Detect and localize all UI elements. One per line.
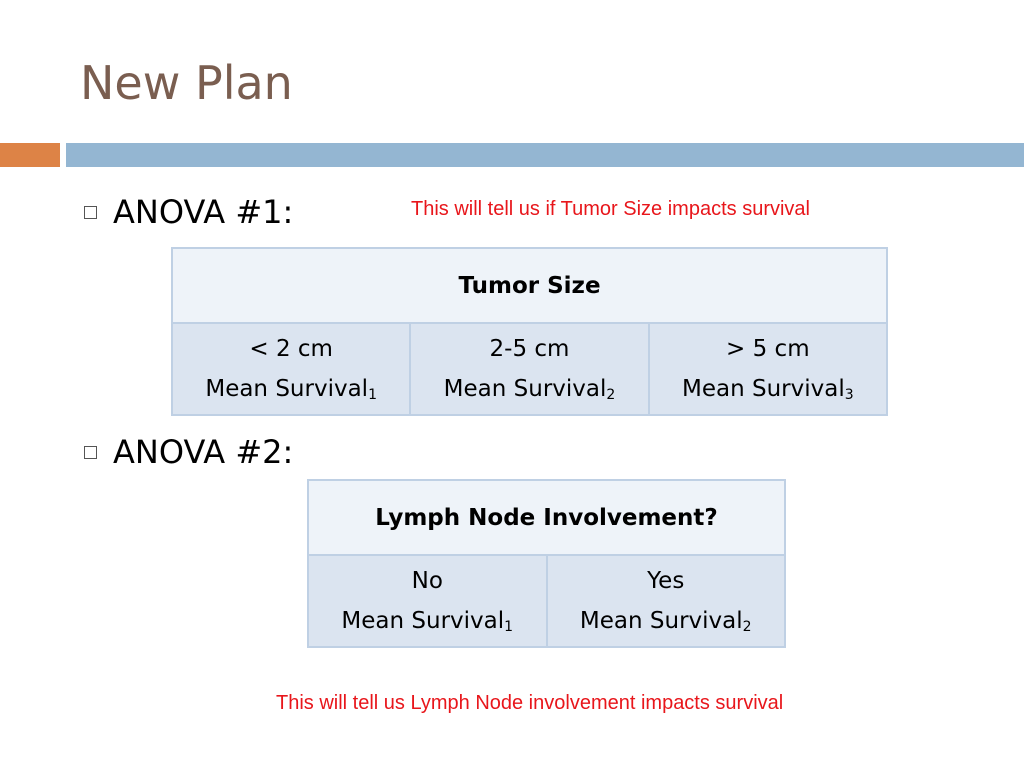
bullet-anova-2 xyxy=(84,433,293,471)
note-tumor-size: This will tell us if Tumor Size impacts survival xyxy=(411,198,810,220)
table-header: Tumor Size xyxy=(172,248,887,323)
bullet-text: ANOVA #2: xyxy=(113,433,294,471)
table-header: Lymph Node Involvement? xyxy=(308,480,785,555)
bullet-square-icon xyxy=(84,446,97,459)
tumor-size-table xyxy=(171,247,888,416)
accent-bar-orange xyxy=(0,143,60,167)
table-cell: Yes Mean Survival$_2$ xyxy=(547,555,786,647)
bullet-text: ANOVA #1: xyxy=(113,193,294,231)
bullet-anova-1 xyxy=(84,193,293,231)
note-lymph-node: This will tell us Lymph Node involvement impacts survival xyxy=(276,692,784,714)
lymph-node-table xyxy=(307,479,786,648)
table-cell: 2-5 cm Mean Survival$_2$ xyxy=(410,323,648,415)
table-cell: < 2 cm Mean Survival$_1$ xyxy=(172,323,410,415)
table-cell: No Mean Survival$_1$ xyxy=(308,555,547,647)
slide-title: New Plan xyxy=(80,56,293,110)
accent-bar-blue xyxy=(66,143,1024,167)
bullet-square-icon xyxy=(84,206,97,219)
table-cell: > 5 cm Mean Survival$_3$ xyxy=(649,323,887,415)
